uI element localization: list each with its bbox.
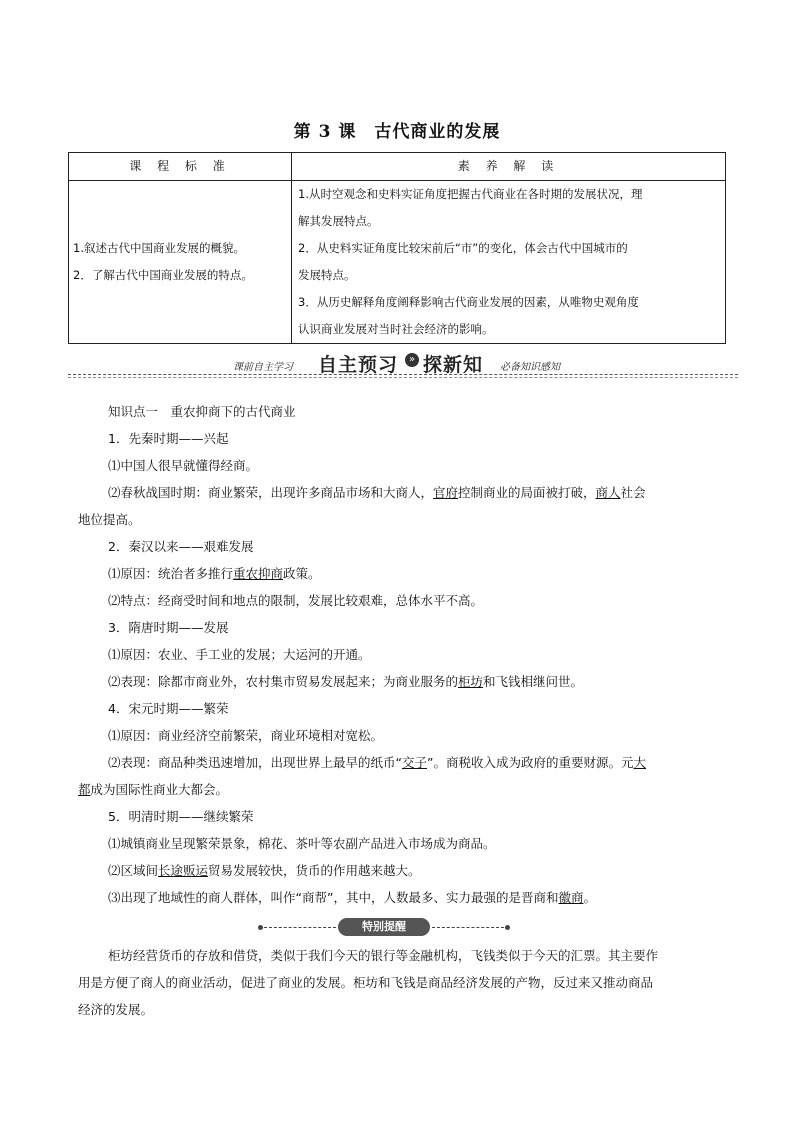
text-span: ⑴原因：统治者多推行 (108, 566, 234, 581)
note-line-2: 用是方便了商人的商业活动，促进了商业的发展。柜坊和飞钱是商品经济发展的产物，反过来又推动商品 (78, 975, 654, 990)
dot-icon (258, 925, 263, 930)
section-heading: 5．明清时期——继续繁荣 (108, 809, 254, 824)
paragraph: ⑴原因：农业、手工业的发展；大运河的开通。 (108, 647, 371, 662)
literacy-line-2: 解其发展特点。 (298, 214, 379, 228)
header-literacy-interpretation: 素 养 解 读 (292, 153, 726, 181)
section-heading: 3．隋唐时期——发展 (108, 620, 229, 635)
text-span: 贸易发展较快，货币的作用越来越大。 (208, 863, 421, 878)
text-span: 和飞钱相继问世。 (483, 674, 584, 689)
text-span: 。 (583, 890, 596, 905)
banner-right-caption: 必备知识感知 (500, 362, 560, 373)
literacy-cell (292, 181, 726, 344)
paragraph: ⑵特点：经商受时间和地点的限制，发展比较艰难，总体水平不高。 (108, 593, 484, 608)
standard-line-2: 2．了解古代中国商业发展的特点。 (73, 268, 253, 282)
paragraph: ⑴城镇商业呈现繁荣景象，棉花、茶叶等农副产品进入市场成为商品。 (108, 836, 496, 851)
text-span: 控制商业的局面被打破， (458, 485, 596, 500)
standards-table (68, 152, 726, 344)
text-span: ⑵区域间 (108, 863, 159, 878)
paragraph-continuation: 地位提高。 (78, 512, 141, 527)
paragraph: ⑴中国人很早就懂得经商。 (108, 458, 259, 473)
literacy-line-4: 发展特点。 (298, 268, 356, 282)
section-heading: 2．秦汉以来——艰难发展 (108, 539, 254, 554)
paragraph (78, 857, 728, 884)
section-banner (68, 350, 738, 380)
special-reminder-text (78, 942, 728, 1023)
paragraph (78, 560, 728, 587)
paragraph (78, 479, 728, 506)
key-term: 交子 (401, 755, 427, 770)
text-span: 社会 (620, 485, 646, 500)
key-term: 商人 (595, 485, 621, 500)
key-term: 柜坊 (458, 674, 484, 689)
banner-heading-1: 自主预习 (318, 354, 399, 376)
literacy-line-6: 认识商业发展对当时社会经济的影响。 (298, 322, 494, 336)
text-span: ⑶出现了地域性的商人群体，叫作“商帮”，其中，人数最多、实力最强的是晋商和 (108, 890, 559, 905)
table-header-row (69, 153, 726, 181)
text-span: ⑵表现：除都市商业外，农村集市贸易发展起来；为商业服务的 (108, 674, 459, 689)
lesson-title: 第 3 课 古代商业的发展 (293, 122, 501, 142)
paragraph (78, 668, 728, 695)
text-span: ⑵春秋战国时期：商业繁荣，出现许多商品市场和大商人， (108, 485, 434, 500)
paragraph (78, 884, 728, 911)
section-heading: 4．宋元时期——繁荣 (108, 701, 229, 716)
key-term: 徽商 (558, 890, 584, 905)
dot-icon (505, 925, 510, 930)
text-span: ⑵表现：商品种类迅速增加，出现世界上最早的纸币“ (108, 755, 402, 770)
banner-heading-2: 探新知 (423, 354, 484, 376)
literacy-line-1: 1.从时空观念和史料实证角度把握古代商业在各时期的发展状况，理 (298, 187, 643, 201)
tip-label: 特别提醒 (338, 918, 430, 936)
key-term: 大 (633, 755, 646, 770)
text-span: 政策。 (283, 566, 321, 581)
chevron-right-icon: » (405, 353, 419, 367)
knowledge-point-title: 知识点一 重农抑商下的古代商业 (108, 404, 296, 419)
section-heading: 1．先秦时期——兴起 (108, 431, 229, 446)
tip-divider-left (264, 927, 336, 928)
literacy-line-5: 3．从历史解释角度阐释影响古代商业发展的因素，从唯物史观角度 (298, 295, 639, 309)
special-reminder-header (238, 918, 548, 938)
knowledge-content (78, 398, 728, 911)
note-line-1: 柜坊经营货币的存放和借贷，类似于我们今天的银行等金融机构，飞钱类似于今天的汇票。其主要作 (108, 948, 659, 963)
banner-divider-2 (68, 377, 738, 378)
note-line-3: 经济的发展。 (78, 1002, 154, 1017)
banner-divider (68, 374, 738, 375)
table-body-row (69, 181, 726, 344)
banner-left-caption: 课前自主学习 (233, 362, 293, 373)
key-term: 长途贩运 (158, 863, 209, 878)
tip-divider-right (432, 927, 504, 928)
curriculum-standard-cell (69, 181, 292, 344)
header-curriculum-standard: 课 程 标 准 (69, 153, 292, 181)
text-span: ”。商税收入成为政府的重要财源。元 (427, 755, 634, 770)
paragraph-continuation (78, 776, 728, 803)
literacy-line-3: 2．从史料实证角度比较宋前后“市”的变化，体会古代中国城市的 (298, 241, 628, 255)
key-term: 官府 (433, 485, 459, 500)
standard-line-1: 1.叙述古代中国商业发展的概貌。 (73, 241, 245, 255)
text-span: 成为国际性商业大都会。 (90, 782, 229, 797)
key-term: 都 (78, 782, 91, 797)
key-term: 重农抑商 (233, 566, 284, 581)
paragraph (78, 749, 728, 776)
paragraph: ⑴原因：商业经济空前繁荣，商业环境相对宽松。 (108, 728, 384, 743)
